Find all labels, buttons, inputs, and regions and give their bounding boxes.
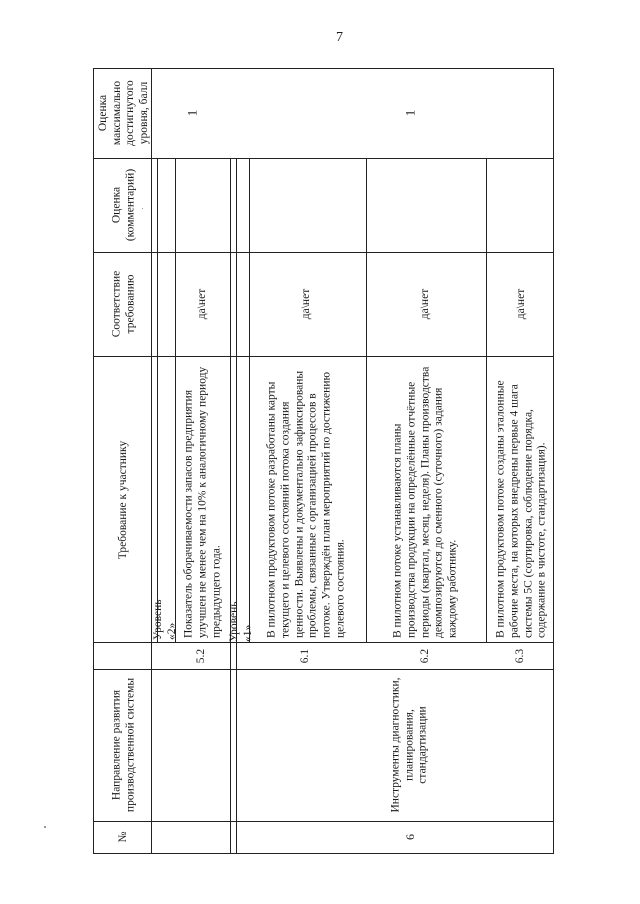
grid-line <box>249 158 250 642</box>
grid-line <box>366 158 367 642</box>
grid-line <box>93 642 554 643</box>
item-6-1-answer: да\нет <box>300 288 313 320</box>
grid-line <box>93 158 554 159</box>
item-6-3-num: 6.3 <box>514 648 527 664</box>
grid-line <box>486 158 487 642</box>
item-6-2-text: В пилотном потоке устанавливаются планы производства продукции на определённые отчётные периоды (квартал, месяц, неделя). Планы производства декомпозируются до сменного (суточного) задания каждому работнику. <box>391 366 459 638</box>
section-6-score: 1 <box>402 109 418 117</box>
item-6-3-text: В пилотном продуктовом потоке созданы эталонные рабочие места, на которых внедрены первые 4 шага системы 5С (сортировка, соблюдение порядка, содержание в чистоте, стандартизация). <box>494 380 548 638</box>
grid-line <box>236 158 237 854</box>
item-6-3-answer: да\нет <box>515 288 528 320</box>
grid-line <box>93 669 554 670</box>
header-compliance: Соответствие требованию <box>110 270 136 338</box>
grid-line <box>151 68 152 854</box>
item-6-2-answer: да\нет <box>419 288 432 320</box>
scan-speck <box>142 208 143 209</box>
grid-line <box>157 158 158 642</box>
grid-line <box>175 158 176 642</box>
header-max-score: Оценка максимально достигнутого уровня, балл <box>96 80 150 146</box>
section-6-num: 6 <box>402 834 417 840</box>
header-requirement: Требование к участнику <box>117 440 130 560</box>
item-5-2-text: Показатель оборачиваемости запасов предприятия улучшен не менее чем на 10% к аналогичному периоду предыдущего года. <box>182 366 222 638</box>
page-number: 7 <box>336 30 343 45</box>
item-6-1-num: 6.1 <box>299 648 312 664</box>
top-score: 1 <box>184 109 200 117</box>
grid-line <box>93 821 554 822</box>
grid-line <box>230 158 231 854</box>
scan-speck <box>44 826 46 828</box>
level-1-label: Уровень «1» <box>228 601 254 642</box>
level-2-label: Уровень «2» <box>152 599 178 640</box>
item-6-2-num: 6.2 <box>419 648 432 664</box>
item-5-2-num: 5.2 <box>195 648 208 664</box>
header-comment: Оценка (комментарий) <box>110 168 136 242</box>
item-5-2-answer: да\нет <box>196 288 209 320</box>
header-direction: Направление развития производственной системы <box>110 677 136 813</box>
header-num: № <box>117 831 130 843</box>
item-6-1-text: В пилотном продуктовом потоке разработаны карты текущего и целевого состояний потока создания ценности. Выявлены и документально зафиксированы проблемы, связанные с организацией процессов в потоке. Утверждён план мероприятий по достижению целевого состояния. <box>265 370 347 638</box>
section-6-direction: Инструменты диагностики, планирования, стандартизации <box>389 677 429 813</box>
grid-line <box>93 252 554 253</box>
